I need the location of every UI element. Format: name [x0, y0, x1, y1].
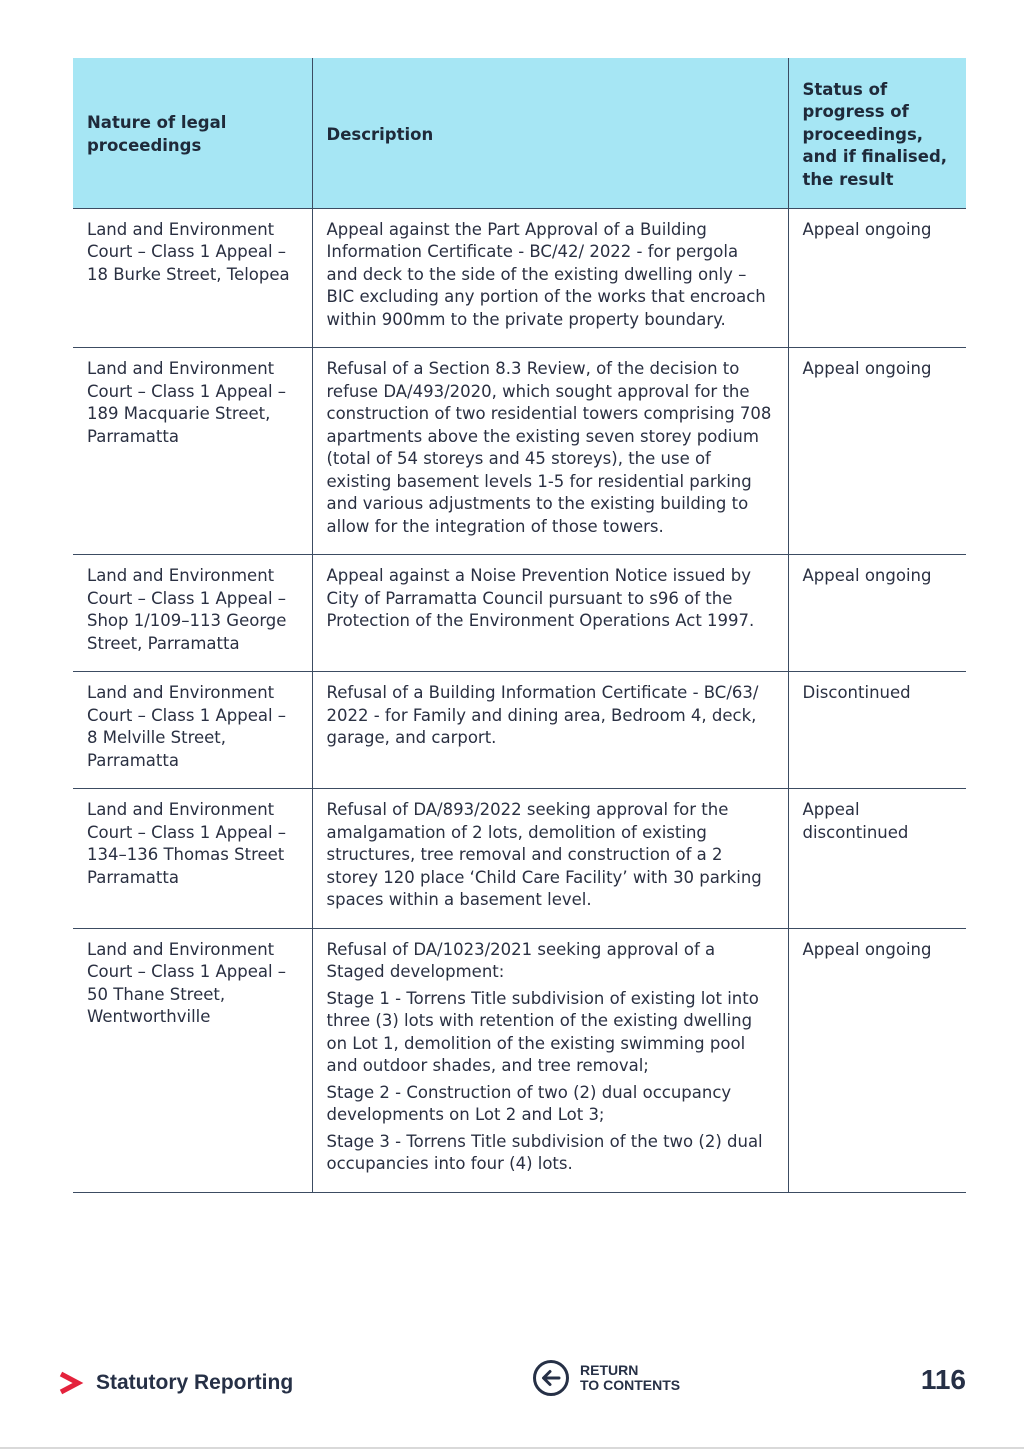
chevron-right-icon	[58, 1368, 84, 1398]
cell-description	[312, 928, 788, 1192]
return-to-contents-link[interactable]	[532, 1359, 680, 1397]
table-row	[73, 208, 966, 348]
description-paragraph: Stage 3 - Torrens Title subdivision of the two (2) dual occupancies into four (4) lots.	[326, 1131, 763, 1173]
description-paragraph: Refusal of a Building Information Certificate - BC/63/ 2022 - for Family and dining area, Bedroom 4, deck, garage, and carport.	[326, 683, 759, 747]
cell-status: Discontinued	[788, 672, 966, 789]
legal-proceedings-table	[73, 58, 966, 1193]
cell-status: Appeal ongoing	[788, 928, 966, 1192]
column-header-nature: Nature of legal proceedings	[73, 58, 312, 208]
cell-description	[312, 208, 788, 348]
cell-description	[312, 789, 788, 929]
description-paragraph: Appeal against a Noise Prevention Notice issued by City of Parramatta Council pursuant to s96 of the Protection of the Environment Operations Act 1997.	[326, 566, 755, 630]
table-header-row	[73, 58, 966, 208]
return-line-2: TO CONTENTS	[580, 1377, 681, 1393]
cell-description	[312, 672, 788, 789]
description-paragraph: Refusal of DA/1023/2021 seeking approval of a Staged development:	[326, 939, 716, 981]
description-paragraph: Refusal of DA/893/2022 seeking approval for the amalgamation of 2 lots, demolition of existing structures, tree removal and construction of a 2 storey 120 place ‘Child Care Facility’ with 30 parking spaces within a basement level.	[326, 800, 762, 909]
return-to-contents-label	[580, 1363, 680, 1393]
return-line-1: RETURN	[580, 1362, 639, 1378]
table-row	[73, 789, 966, 929]
column-header-description: Description	[312, 58, 788, 208]
description-paragraph: Refusal of a Section 8.3 Review, of the decision to refuse DA/493/2020, which sought approval for the construction of two residential towers comprising 708 apartments above the existing seven storey podium (total of 54 storeys and 45 storeys), the use of existing basement levels 1-5 for residential parking and various adjustments to the existing building to allow for the integration of those towers.	[326, 359, 772, 536]
page-number: 116	[920, 1364, 966, 1395]
description-paragraph: Stage 1 - Torrens Title subdivision of existing lot into three (3) lots with retention of the existing dwelling on Lot 1, demolition of the existing swimming pool and outdoor shades, and tree removal;	[326, 988, 759, 1075]
section-title: Statutory Reporting	[96, 1371, 294, 1394]
cell-status: Appeal ongoing	[788, 208, 966, 348]
cell-nature: Land and Environment Court – Class 1 Appeal – 8 Melville Street, Parramatta	[73, 672, 312, 789]
arrow-left-circle-icon	[532, 1359, 570, 1397]
cell-nature: Land and Environment Court – Class 1 Appeal – 18 Burke Street, Telopea	[73, 208, 312, 348]
table-row	[73, 555, 966, 672]
cell-status: Appeal discontinued	[788, 789, 966, 929]
table-row	[73, 672, 966, 789]
footer-section-label	[58, 1368, 293, 1398]
cell-description	[312, 555, 788, 672]
cell-nature: Land and Environment Court – Class 1 Appeal – 189 Macquarie Street, Parramatta	[73, 348, 312, 555]
cell-nature: Land and Environment Court – Class 1 Appeal – Shop 1/109–113 George Street, Parramatta	[73, 555, 312, 672]
description-paragraph: Stage 2 - Construction of two (2) dual occupancy developments on Lot 2 and Lot 3;	[326, 1082, 732, 1124]
description-paragraph: Appeal against the Part Approval of a Building Information Certificate - BC/42/ 2022 - for pergola and deck to the side of the existing dwelling only – BIC excluding any portion of the works that encroach within 900mm to the private property boundary.	[326, 219, 766, 329]
cell-status: Appeal ongoing	[788, 348, 966, 555]
cell-description	[312, 348, 788, 555]
cell-nature: Land and Environment Court – Class 1 Appeal – 134–136 Thomas Street Parramatta	[73, 789, 312, 929]
table-row	[73, 348, 966, 555]
table-row	[73, 928, 966, 1192]
column-header-status: Status of progress of proceedings, and if finalised, the result	[788, 58, 966, 208]
cell-status: Appeal ongoing	[788, 555, 966, 672]
cell-nature: Land and Environment Court – Class 1 Appeal – 50 Thane Street, Wentworthville	[73, 928, 312, 1192]
